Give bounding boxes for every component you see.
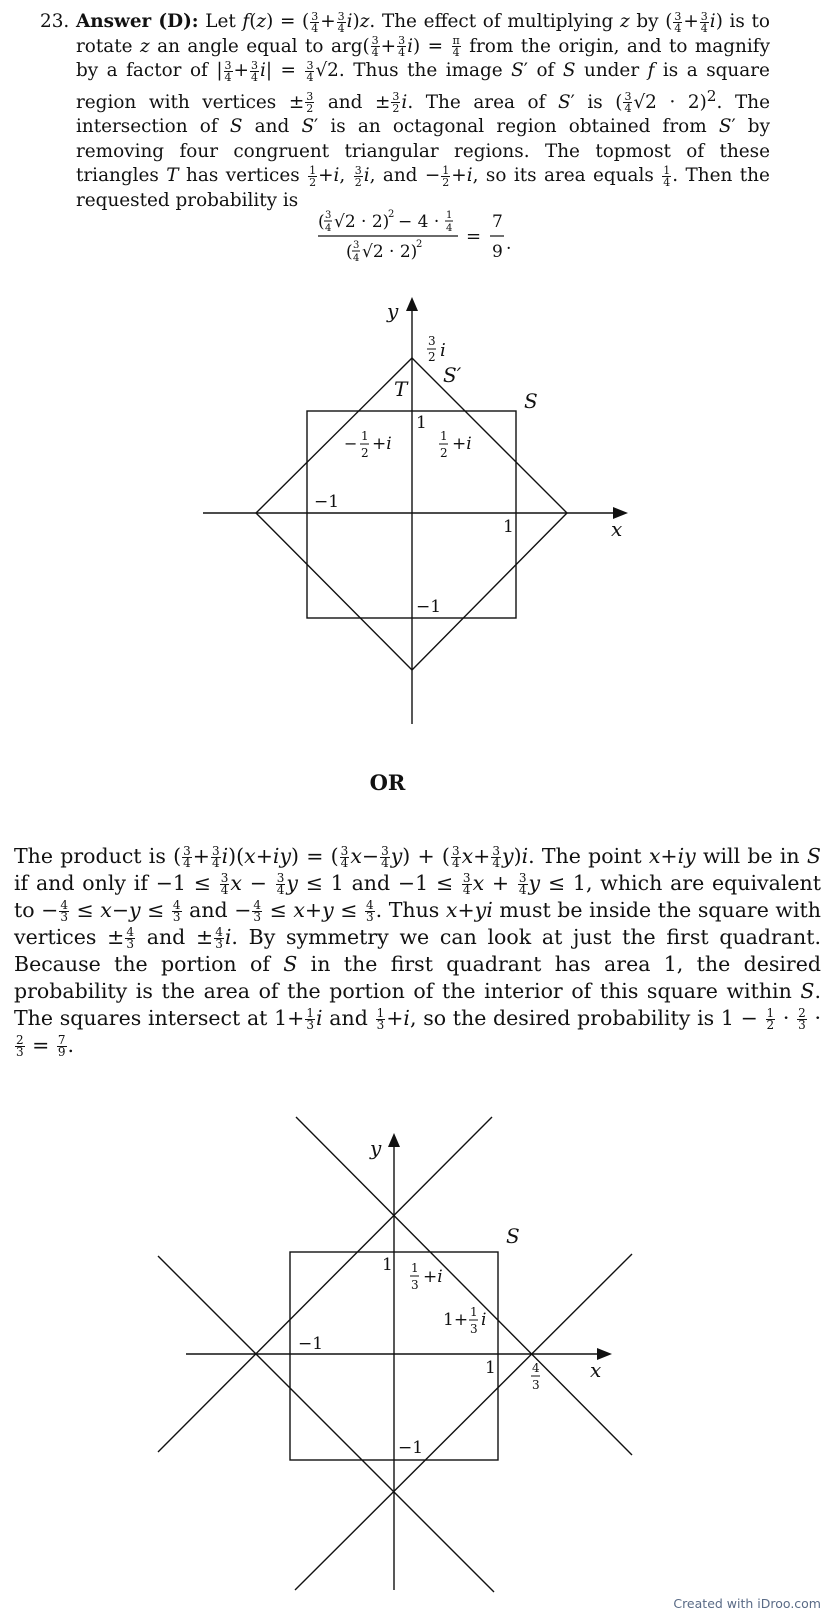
y-arrowhead-2: [388, 1133, 400, 1147]
line-neg-x-minus-y: [158, 1256, 494, 1592]
or-heading: OR: [369, 770, 406, 795]
one-y-label-2: 1: [382, 1255, 393, 1275]
svg-text:−: −: [344, 434, 358, 453]
svg-text:1: 1: [446, 210, 453, 221]
one-x-label: 1: [503, 517, 514, 537]
svg-text:1: 1: [361, 429, 369, 443]
svg-text:=: =: [466, 226, 482, 247]
neg-one-x-label: −1: [314, 492, 340, 512]
svg-text:.: .: [506, 234, 512, 254]
four-thirds-num: 4: [532, 1361, 540, 1375]
svg-text:1: 1: [470, 1305, 478, 1319]
svg-text:(: (: [318, 212, 325, 232]
four-thirds-den: 3: [532, 1378, 540, 1392]
svg-text:√2 · 2): √2 · 2): [362, 242, 418, 262]
svg-text:3: 3: [325, 210, 332, 221]
svg-text:9: 9: [492, 242, 503, 262]
svg-text:2: 2: [440, 446, 448, 460]
neg-one-y-label-2: −1: [398, 1438, 424, 1458]
second-solution-paragraph: The product is ( $\frac{3}{4}$ + $\frac{3}{4}$ i)(x+iy) = ( $\frac{3}{4}$ x− $\frac{3}{4}$ y) + ( $\frac{3}{4}$ x+ $\frac{3}{4}$ y)i. The point x+iy will be in S if and only if −1 ≤ $\frac{3}{4}$ x − $\frac{3}{4}$ y ≤ 1 and −1 ≤ $\frac{3}{4}$ x + $\frac{3}{4}$ y ≤ 1, which are equivalent to − $\frac{4}{3}$ ≤ x−y ≤ $\frac{4}{3}$ and − $\frac{4}{3}$ ≤ x+y ≤ $\frac{4}{3}$ . Thus x+yi must be inside the square with vertices ± $\frac{4}{3}$ and ± $\frac{4}{3}$ i. By symmetry we can look at just the first quadrant. Because the portion of S in the first quadrant has area 1, the desired probability is the area of the portion of the interior of this square within S. The squares intersect at 1+ $\frac{1}{3}$ i and $\frac{1}{3}$ +i, so the desired probability is 1 − $\frac{1}{2}$ · $\frac{2}{3}$ · $\frac{2}{3}$ = $\frac{7}{9}$ .: [14, 844, 821, 1059]
answer-label: Answer (D):: [76, 11, 199, 32]
svg-text:2: 2: [361, 446, 369, 460]
svg-text:7: 7: [492, 212, 503, 232]
svg-text:4: 4: [353, 253, 360, 264]
svg-text:3: 3: [428, 334, 436, 348]
p2-i-label: i: [481, 1310, 487, 1330]
svg-text:2: 2: [428, 350, 436, 364]
one-y-label: 1: [416, 413, 427, 433]
svg-text:3: 3: [353, 240, 360, 251]
svg-text:− 4 ·: − 4 ·: [398, 212, 440, 232]
left-point-label: +i: [372, 434, 392, 454]
p2-label: 1+: [443, 1310, 469, 1330]
top-vertex-label: i: [440, 340, 446, 361]
svg-text:3: 3: [411, 1278, 419, 1292]
svg-text:1: 1: [411, 1261, 419, 1275]
problem-number: 23.: [40, 11, 70, 32]
neg-one-x-label-2: −1: [298, 1334, 324, 1354]
answer-paragraph: 23. Answer (D): Let f(z) = ( $\frac{3}{4}$ + $\frac{3}{4}$ i)z. The effect of multiplying z by ( $\frac{3}{4}$ + $\frac{3}{4}$ i) is to rotate z an angle equal to arg( $\frac{3}{4}$ + $\frac{3}{4}$ i) = $\frac{\pi}{4}$ from the origin, and to magnify by a factor of | $\frac{3}{4}$ + $\frac{3}{4}$ i| = $\frac{3}{4}$ √2. Thus the image S′ of S under f is a square region with vertices ± $\frac{3}{2}$ and ± $\frac{3}{2}$ i. The area of S′ is ( $\frac{3}{4}$ √2 · 2)$^2$. The intersection of S and S′ is an octagonal region obtained from S′ by removing four congruent triangular regions. The topmost of these triangles T has vertices $\frac{1}{2}$ +i, $\frac{3}{2}$ i, and − $\frac{1}{2}$ +i, so its area equals $\frac{1}{4}$ . Then the requested probability is: [40, 9, 770, 211]
svg-text:2: 2: [388, 209, 395, 220]
s-prime-label: S′: [443, 363, 462, 387]
svg-text:√2 · 2): √2 · 2): [334, 212, 390, 232]
t-label: T: [394, 377, 408, 401]
svg-text:4: 4: [325, 223, 332, 234]
neg-one-y-label: −1: [416, 597, 442, 617]
svg-text:1: 1: [440, 429, 448, 443]
x-label: x: [611, 517, 623, 541]
line-neg-x-plus-y: [295, 1254, 632, 1590]
x-label-2: x: [590, 1358, 602, 1382]
line-x-plus-y: [296, 1117, 632, 1455]
svg-text:2: 2: [416, 239, 423, 250]
one-x-label-2: 1: [485, 1358, 496, 1378]
footer-credit: Created with iDroo.com: [673, 1596, 821, 1611]
svg-text:4: 4: [446, 223, 453, 234]
p1-label: +i: [423, 1267, 443, 1287]
svg-text:(: (: [346, 242, 353, 262]
y-label-2: y: [370, 1136, 382, 1160]
y-label: y: [387, 299, 399, 323]
svg-text:3: 3: [470, 1322, 478, 1336]
s-label-2: S: [506, 1224, 520, 1248]
right-point-label: +i: [452, 434, 472, 454]
s-label: S: [524, 389, 538, 413]
